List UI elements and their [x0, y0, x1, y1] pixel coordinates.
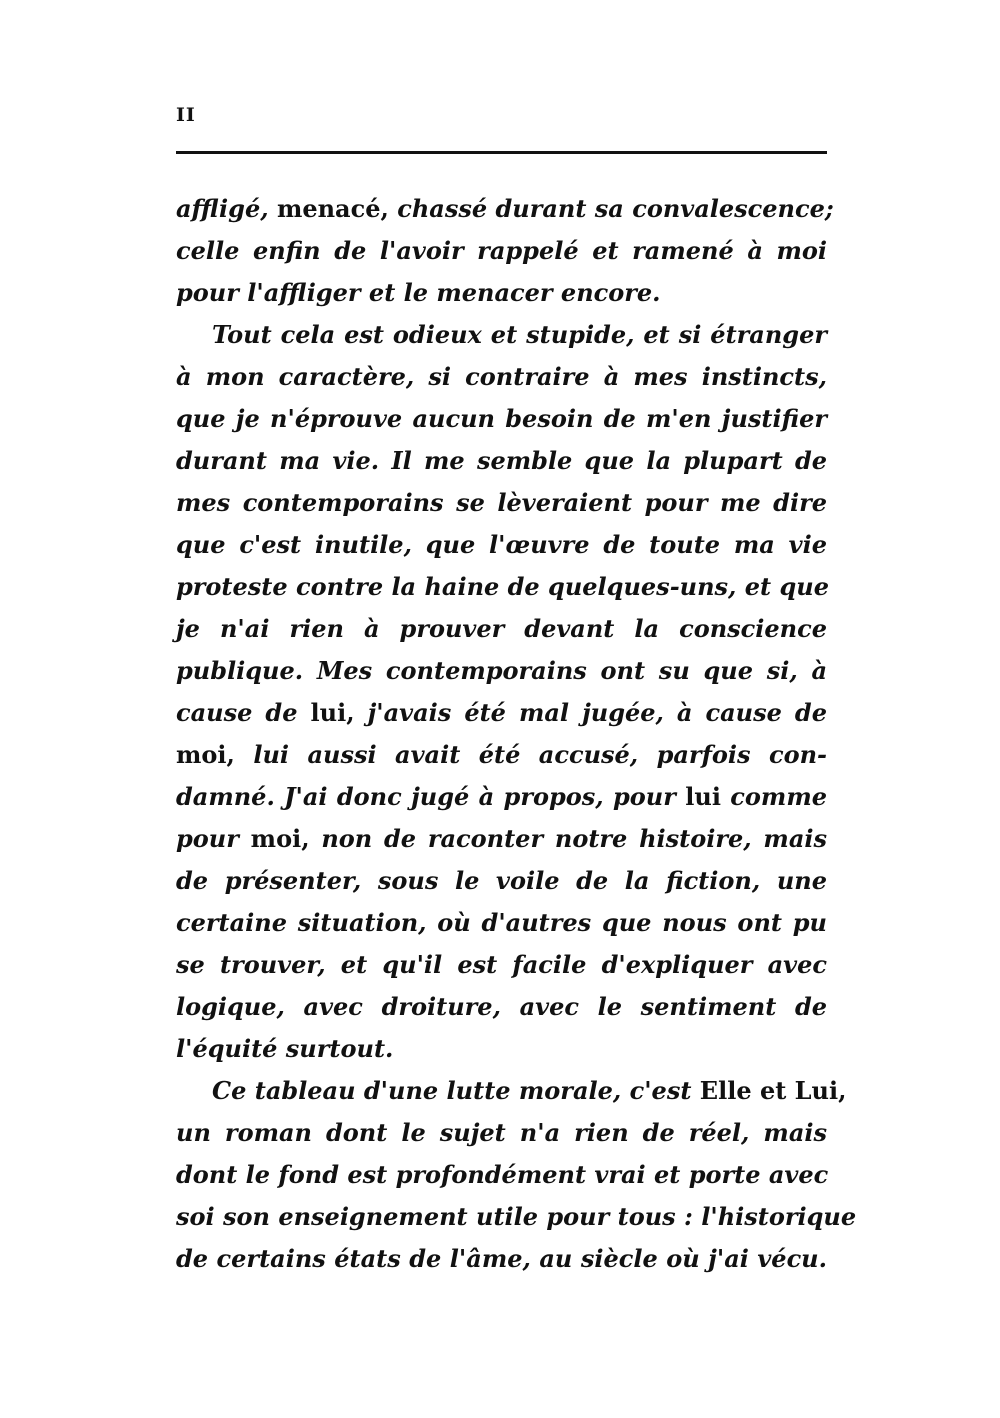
header-rule — [176, 151, 827, 154]
text-line: celle enfin de l'avoir rappelé et ramené à moi — [176, 236, 827, 265]
text-line: proteste contre la haine de quelques-uns, et que — [176, 572, 829, 601]
paragraph-start-line: Tout cela est odieux et stupide, et si étranger — [212, 320, 827, 349]
roman-run: lui, — [310, 698, 355, 727]
text-line — [176, 734, 827, 776]
roman-run: menacé, — [276, 194, 389, 223]
roman-run: lui — [685, 782, 721, 811]
book-title: Elle et Lui, — [699, 1076, 847, 1105]
paragraph-start-line — [176, 1070, 847, 1112]
text-line: pour l'affliger et le menacer encore. — [176, 278, 661, 307]
text-run: damné. J'ai donc jugé à propos, pour — [176, 782, 676, 811]
text-run: non de raconter notre histoire, mais — [321, 824, 828, 853]
text-line: de présenter, sous le voile de la fiction, une — [176, 866, 827, 895]
text-line: que c'est inutile, que l'œuvre de toute ma vie — [176, 530, 827, 559]
text-line: se trouver, et qu'il est facile d'expliquer avec — [176, 950, 827, 979]
text-line: dont le fond est profondément vrai et porte avec — [176, 1160, 829, 1189]
text-run: lui aussi avait été accusé, parfois con- — [253, 740, 828, 769]
text-line: un roman dont le sujet n'a rien de réel, mais — [176, 1118, 827, 1147]
text-run: pour — [176, 824, 239, 853]
text-run: affligé, — [176, 194, 269, 223]
roman-run: moi, — [176, 740, 235, 769]
text-line: durant ma vie. Il me semble que la plupart de — [176, 446, 827, 475]
text-run: cause de — [176, 698, 298, 727]
page-number: II — [176, 104, 196, 126]
text-line: que je n'éprouve aucun besoin de m'en justifier — [176, 404, 827, 433]
text-line: soi son enseignement utile pour tous : l'historique — [176, 1202, 857, 1231]
body-text — [176, 188, 857, 1280]
text-line: logique, avec droiture, avec le sentiment de — [176, 992, 827, 1021]
text-run: comme — [730, 782, 827, 811]
text-line: de certains états de l'âme, au siècle où j'ai vécu. — [176, 1244, 827, 1273]
text-line: certaine situation, où d'autres que nous ont pu — [176, 908, 827, 937]
text-run: j'avais été mal jugée, à cause de — [367, 698, 827, 727]
text-line: mes contemporains se lèveraient pour me dire — [176, 488, 827, 517]
text-run: Ce tableau d'une lutte morale, c'est — [212, 1076, 692, 1105]
text-line: je n'ai rien à prouver devant la conscience — [176, 614, 827, 643]
text-line — [176, 776, 827, 818]
text-line — [176, 188, 834, 230]
roman-run: moi, — [250, 824, 310, 853]
text-line: l'équité surtout. — [176, 1034, 394, 1063]
text-line — [176, 818, 827, 860]
text-line — [176, 692, 827, 734]
text-line: publique. Mes contemporains ont su que si, à — [176, 656, 827, 685]
text-run: chassé durant sa convalescence; — [397, 194, 834, 223]
text-line: à mon caractère, si contraire à mes instincts, — [176, 362, 827, 391]
